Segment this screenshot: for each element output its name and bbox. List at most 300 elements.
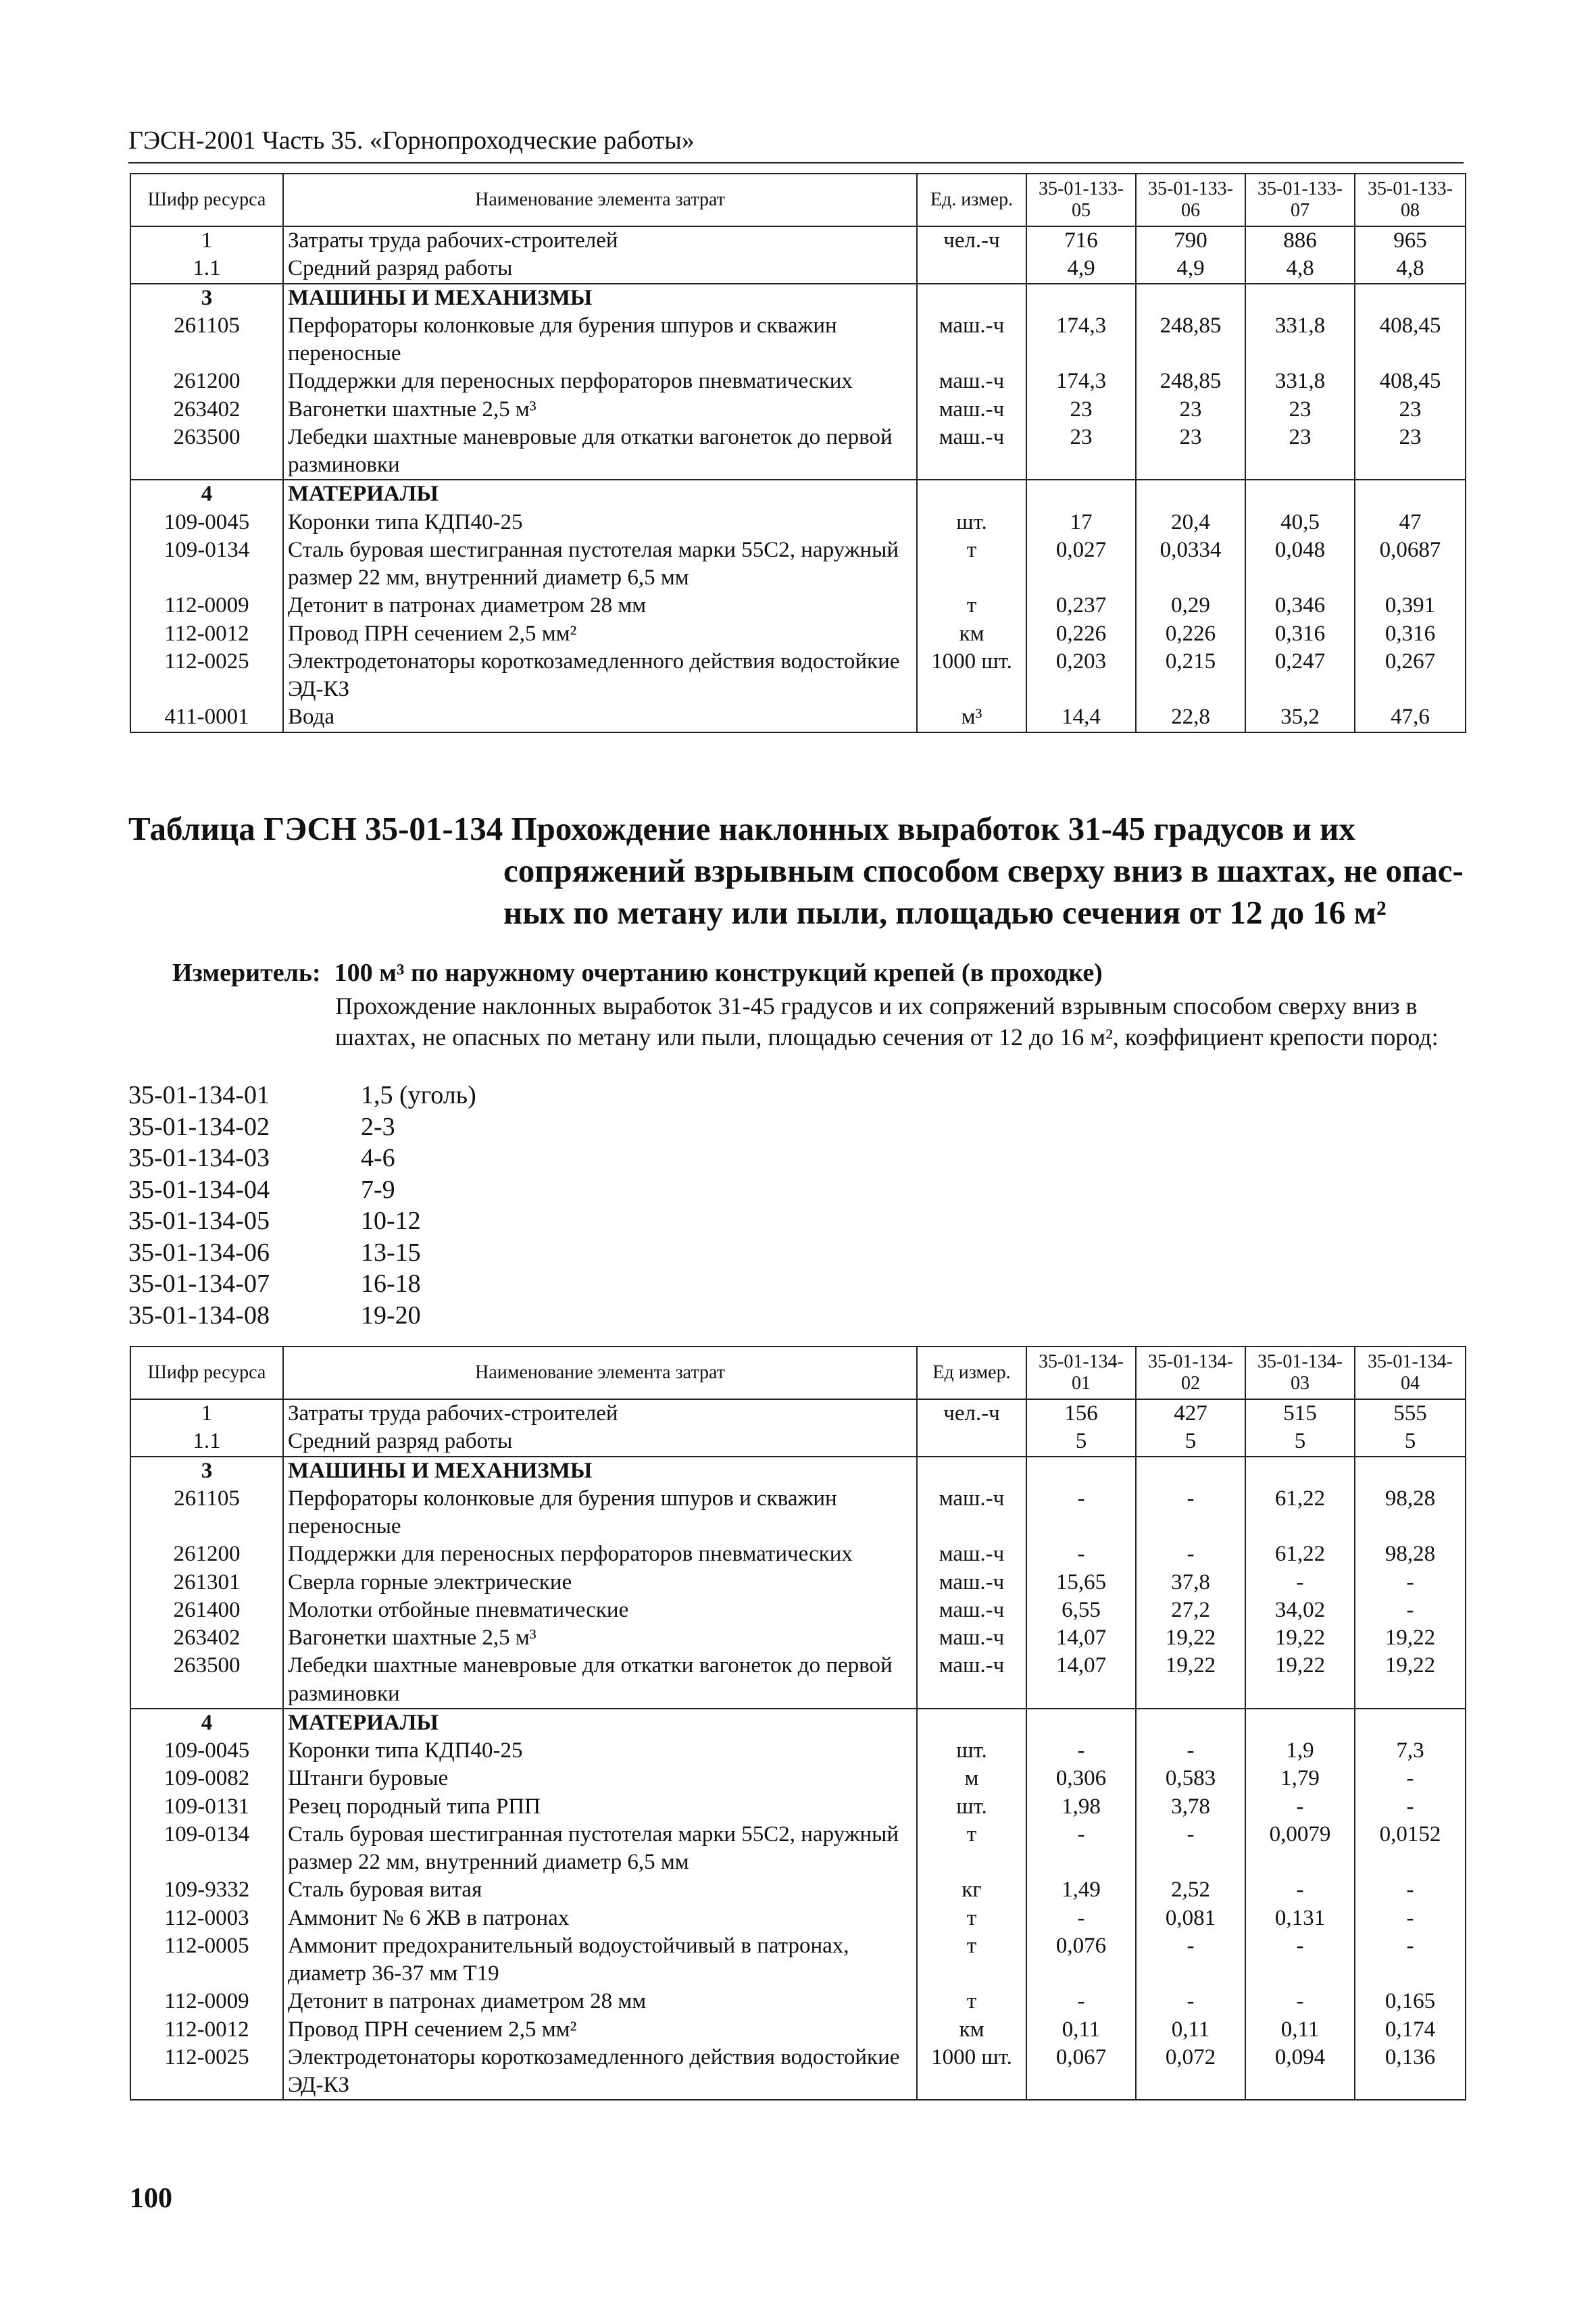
unit-cell: маш.-ч (917, 1596, 1026, 1624)
unit-cell: чел.-ч (917, 226, 1026, 255)
unit-cell: т (917, 1988, 1026, 2015)
unit-cell: маш.-ч (917, 1485, 1026, 1541)
col-header-name: Наименование элемента затрат (283, 1347, 917, 1399)
norm-code: 35-01-134-07 (128, 1269, 270, 1298)
resource-name: Вагонетки шахтные 2,5 м³ (283, 1624, 917, 1652)
value-cell: 23 (1026, 396, 1136, 424)
section-row (130, 284, 1466, 312)
unit-cell: маш.-ч (917, 424, 1026, 480)
value-cell: 0,391 (1355, 592, 1466, 620)
value-cell: 4,8 (1245, 255, 1355, 283)
value-cell: 0,11 (1136, 2016, 1245, 2044)
value-cell: 47,6 (1355, 703, 1466, 732)
value-cell: - (1355, 1876, 1466, 1904)
norm-code-row (128, 1300, 476, 1332)
value-cell: 515 (1245, 1399, 1355, 1428)
header-divider (128, 162, 1464, 164)
value-cell: 23 (1026, 424, 1136, 480)
resource-row (130, 1765, 1466, 1792)
col-header-norm: 35-01-134-02 (1136, 1347, 1245, 1399)
resource-code: 112-0025 (130, 648, 283, 704)
unit-cell: т (917, 536, 1026, 593)
resource-table-1 (130, 173, 1466, 733)
unit-cell: чел.-ч (917, 1399, 1026, 1428)
unit-cell: шт. (917, 1793, 1026, 1821)
unit-cell: шт. (917, 1737, 1026, 1765)
resource-code: 4 (130, 1709, 283, 1737)
value-cell: 1,9 (1245, 1737, 1355, 1765)
col-header-unit: Ед измер. (917, 1347, 1026, 1399)
resource-name: Поддержки для переносных перфораторов пневматических (283, 1540, 917, 1568)
norm-codes-list (128, 1080, 476, 1331)
value-cell: 40,5 (1245, 509, 1355, 536)
value-cell: - (1026, 1905, 1136, 1932)
norm-code: 35-01-134-01 (128, 1081, 270, 1109)
norm-code-value: 16-18 (361, 1269, 421, 1298)
value-cell: 0,316 (1245, 620, 1355, 648)
value-cell: 1,49 (1026, 1876, 1136, 1904)
unit-cell: маш.-ч (917, 396, 1026, 424)
value-cell (1355, 480, 1466, 508)
norm-code: 35-01-134-03 (128, 1144, 270, 1172)
section-title: МАШИНЫ И МЕХАНИЗМЫ (283, 284, 917, 312)
norm-code-row (128, 1080, 476, 1111)
value-cell: 34,02 (1245, 1596, 1355, 1624)
resource-code: 112-0009 (130, 1988, 283, 2015)
resource-code: 1 (130, 226, 283, 255)
value-cell: 14,07 (1026, 1624, 1136, 1652)
unit-cell: т (917, 1932, 1026, 1988)
resource-code: 112-0009 (130, 592, 283, 620)
resource-row (130, 2044, 1466, 2101)
resource-row (130, 368, 1466, 395)
resource-code: 112-0012 (130, 2016, 283, 2044)
resource-name: Средний разряд работы (283, 255, 917, 283)
resource-code: 261105 (130, 1485, 283, 1541)
value-cell: 331,8 (1245, 368, 1355, 395)
section-row (130, 480, 1466, 508)
value-cell: 0,346 (1245, 592, 1355, 620)
value-cell: 790 (1136, 226, 1245, 255)
resource-row (130, 1428, 1466, 1456)
value-cell: 331,8 (1245, 312, 1355, 368)
unit-cell (917, 255, 1026, 283)
value-cell (1355, 1709, 1466, 1737)
unit-cell: т (917, 1821, 1026, 1877)
value-cell (1026, 1457, 1136, 1485)
resource-code: 109-0082 (130, 1765, 283, 1792)
resource-row (130, 1988, 1466, 2015)
value-cell: 0,131 (1245, 1905, 1355, 1932)
resource-code: 112-0005 (130, 1932, 283, 1988)
value-cell: 0,067 (1026, 2044, 1136, 2101)
meter-description: Прохождение наклонных выработок 31-45 градусов и их сопряжений взрывным способом сверху вниз в шахтах, не опасных по метану или пыли, площадью сечения от 12 до 16 м², коэффициент крепости пород: (335, 992, 1439, 1051)
resource-name: Вагонетки шахтные 2,5 м³ (283, 396, 917, 424)
value-cell: 0,306 (1026, 1765, 1136, 1792)
resource-code: 109-0045 (130, 509, 283, 536)
resource-code: 263500 (130, 424, 283, 480)
value-cell (1136, 480, 1245, 508)
norm-code-value: 10-12 (361, 1207, 421, 1235)
value-cell: 14,07 (1026, 1652, 1136, 1709)
value-cell: 555 (1355, 1399, 1466, 1428)
resource-code: 261301 (130, 1569, 283, 1596)
value-cell: 19,22 (1355, 1652, 1466, 1709)
unit-cell: 1000 шт. (917, 2044, 1026, 2101)
value-cell: 19,22 (1136, 1652, 1245, 1709)
resource-code: 109-0131 (130, 1793, 283, 1821)
value-cell: 98,28 (1355, 1485, 1466, 1541)
norm-code-value: 2-3 (361, 1112, 395, 1141)
norm-code-value: 19-20 (361, 1301, 421, 1330)
value-cell: - (1136, 1737, 1245, 1765)
value-cell: 174,3 (1026, 312, 1136, 368)
norm-code-row (128, 1237, 476, 1269)
value-cell: 0,076 (1026, 1932, 1136, 1988)
section-title: МАТЕРИАЛЫ (283, 480, 917, 508)
value-cell: 5 (1245, 1428, 1355, 1456)
value-cell: - (1355, 1905, 1466, 1932)
value-cell: 23 (1245, 396, 1355, 424)
norm-code-value: 4-6 (361, 1144, 395, 1172)
resource-row (130, 509, 1466, 536)
resource-name: Перфораторы колонковые для бурения шпуров и скважин переносные (283, 1485, 917, 1541)
value-cell: - (1136, 1988, 1245, 2015)
resource-name: Провод ПРН сечением 2,5 мм² (283, 620, 917, 648)
norm-code-row (128, 1174, 476, 1206)
resource-row (130, 2016, 1466, 2044)
value-cell: 248,85 (1136, 312, 1245, 368)
value-cell: - (1355, 1569, 1466, 1596)
resource-row (130, 1793, 1466, 1821)
value-cell: 0,0079 (1245, 1821, 1355, 1877)
value-cell (1136, 284, 1245, 312)
resource-code: 1.1 (130, 255, 283, 283)
value-cell: 98,28 (1355, 1540, 1466, 1568)
resource-name: Сталь буровая витая (283, 1876, 917, 1904)
resource-code: 112-0012 (130, 620, 283, 648)
value-cell: 0,226 (1026, 620, 1136, 648)
value-cell: 0,174 (1355, 2016, 1466, 2044)
col-header-code: Шифр ресурса (130, 1347, 283, 1399)
resource-name: Штанги буровые (283, 1765, 917, 1792)
value-cell: 23 (1136, 396, 1245, 424)
unit-cell: шт. (917, 509, 1026, 536)
value-cell: 7,3 (1355, 1737, 1466, 1765)
value-cell: - (1355, 1765, 1466, 1792)
value-cell: 61,22 (1245, 1540, 1355, 1568)
norm-code: 35-01-134-04 (128, 1175, 270, 1204)
norm-code-row (128, 1142, 476, 1174)
value-cell: 0,237 (1026, 592, 1136, 620)
value-cell: 0,203 (1026, 648, 1136, 704)
value-cell: 5 (1026, 1428, 1136, 1456)
resource-row (130, 1624, 1466, 1652)
resource-name: Поддержки для переносных перфораторов пневматических (283, 368, 917, 395)
value-cell: - (1245, 1793, 1355, 1821)
value-cell: - (1245, 1932, 1355, 1988)
section-row (130, 1709, 1466, 1737)
value-cell (1355, 1457, 1466, 1485)
value-cell: 4,8 (1355, 255, 1466, 283)
norm-code-row (128, 1268, 476, 1300)
unit-cell: км (917, 620, 1026, 648)
section-title: МАШИНЫ И МЕХАНИЗМЫ (283, 1457, 917, 1485)
resource-row (130, 620, 1466, 648)
value-cell: 886 (1245, 226, 1355, 255)
resource-row (130, 312, 1466, 368)
value-cell: - (1026, 1988, 1136, 2015)
value-cell: 5 (1136, 1428, 1245, 1456)
unit-cell (917, 480, 1026, 508)
col-header-norm: 35-01-133-05 (1026, 174, 1136, 226)
value-cell: 0,316 (1355, 620, 1466, 648)
resource-name: Коронки типа КДП40-25 (283, 1737, 917, 1765)
resource-code: 3 (130, 1457, 283, 1485)
value-cell: 23 (1245, 424, 1355, 480)
resource-name: Сверла горные электрические (283, 1569, 917, 1596)
unit-cell: маш.-ч (917, 1569, 1026, 1596)
resource-row (130, 1932, 1466, 1988)
resource-name: Средний разряд работы (283, 1428, 917, 1456)
value-cell: - (1136, 1932, 1245, 1988)
resource-row (130, 1821, 1466, 1877)
section-row (130, 1457, 1466, 1485)
unit-cell: кг (917, 1876, 1026, 1904)
resource-code: 263402 (130, 396, 283, 424)
unit-cell: маш.-ч (917, 312, 1026, 368)
norm-code-value: 1,5 (уголь) (361, 1081, 476, 1109)
value-cell (1245, 1457, 1355, 1485)
value-cell: - (1245, 1569, 1355, 1596)
value-cell: - (1355, 1932, 1466, 1988)
unit-cell: м³ (917, 703, 1026, 732)
value-cell (1245, 1709, 1355, 1737)
resource-row (130, 255, 1466, 283)
value-cell: 23 (1355, 396, 1466, 424)
value-cell: 0,072 (1136, 2044, 1245, 2101)
col-header-norm: 35-01-134-01 (1026, 1347, 1136, 1399)
value-cell (1136, 1709, 1245, 1737)
value-cell: 0,136 (1355, 2044, 1466, 2101)
resource-code: 1 (130, 1399, 283, 1428)
table-title-line-3: ных по метану или пыли, площадью сечения от 12 до 16 м² (503, 894, 1387, 931)
value-cell: 0,11 (1026, 2016, 1136, 2044)
value-cell: 0,0152 (1355, 1821, 1466, 1877)
meter-line (172, 958, 1103, 988)
value-cell: 0,11 (1245, 2016, 1355, 2044)
resource-code: 261400 (130, 1596, 283, 1624)
value-cell: 27,2 (1136, 1596, 1245, 1624)
value-cell: 0,0687 (1355, 536, 1466, 593)
resource-row (130, 1905, 1466, 1932)
value-cell: 0,027 (1026, 536, 1136, 593)
norm-code-row (128, 1111, 476, 1143)
resource-name: Лебедки шахтные маневровые для откатки вагонеток до первой разминовки (283, 424, 917, 480)
resource-code: 263402 (130, 1624, 283, 1652)
resource-code: 1.1 (130, 1428, 283, 1456)
unit-cell: т (917, 1905, 1026, 1932)
col-header-norm: 35-01-133-07 (1245, 174, 1355, 226)
value-cell: 0,081 (1136, 1905, 1245, 1932)
value-cell: 5 (1355, 1428, 1466, 1456)
col-header-unit: Ед. измер. (917, 174, 1026, 226)
resource-row (130, 648, 1466, 704)
resource-name: Детонит в патронах диаметром 28 мм (283, 1988, 917, 2015)
value-cell: 156 (1026, 1399, 1136, 1428)
norm-code: 35-01-134-05 (128, 1207, 270, 1235)
resource-code: 109-0045 (130, 1737, 283, 1765)
value-cell: 408,45 (1355, 368, 1466, 395)
value-cell: 248,85 (1136, 368, 1245, 395)
resource-code: 263500 (130, 1652, 283, 1709)
unit-cell: 1000 шт. (917, 648, 1026, 704)
value-cell: 1,79 (1245, 1765, 1355, 1792)
resource-code: 261200 (130, 1540, 283, 1568)
value-cell (1026, 1709, 1136, 1737)
resource-table-2 (130, 1346, 1466, 2101)
resource-name: Электродетонаторы короткозамедленного действия водостойкие ЭД-КЗ (283, 2044, 917, 2101)
value-cell: - (1245, 1988, 1355, 2015)
unit-cell: маш.-ч (917, 1652, 1026, 1709)
col-header-norm: 35-01-134-03 (1245, 1347, 1355, 1399)
unit-cell: маш.-ч (917, 1624, 1026, 1652)
col-header-norm: 35-01-133-06 (1136, 174, 1245, 226)
resource-name: Сталь буровая шестигранная пустотелая марки 55С2, наружный размер 22 мм, внутренний диаметр 6,5 мм (283, 1821, 917, 1877)
table-title-line-2: сопряжений взрывным способом сверху вниз в шахтах, не опас- (503, 852, 1464, 889)
value-cell: - (1136, 1821, 1245, 1877)
resource-row (130, 1596, 1466, 1624)
resource-code: 109-0134 (130, 1821, 283, 1877)
page-header: ГЭСН-2001 Часть 35. «Горнопроходческие работы» (128, 126, 695, 155)
value-cell: - (1355, 1793, 1466, 1821)
resource-name: Аммонит предохранительный водоустойчивый в патронах, диаметр 36-37 мм Т19 (283, 1932, 917, 1988)
value-cell: - (1026, 1821, 1136, 1877)
resource-code: 411-0001 (130, 703, 283, 732)
value-cell: 0,29 (1136, 592, 1245, 620)
resource-name: Электродетонаторы короткозамедленного действия водостойкие ЭД-КЗ (283, 648, 917, 704)
resource-name: Резец породный типа РПП (283, 1793, 917, 1821)
resource-code: 3 (130, 284, 283, 312)
value-cell: - (1136, 1540, 1245, 1568)
unit-cell (917, 1709, 1026, 1737)
resource-name: Детонит в патронах диаметром 28 мм (283, 592, 917, 620)
value-cell: 14,4 (1026, 703, 1136, 732)
value-cell (1026, 480, 1136, 508)
value-cell: 6,55 (1026, 1596, 1136, 1624)
value-cell: 174,3 (1026, 368, 1136, 395)
unit-cell: т (917, 592, 1026, 620)
value-cell: - (1245, 1876, 1355, 1904)
page-number: 100 (130, 2183, 172, 2214)
unit-cell: км (917, 2016, 1026, 2044)
value-cell: 0,094 (1245, 2044, 1355, 2101)
unit-cell (917, 1428, 1026, 1456)
resource-name: Вода (283, 703, 917, 732)
meter-label: Измеритель: (172, 959, 321, 987)
value-cell: - (1026, 1540, 1136, 1568)
value-cell: 19,22 (1245, 1624, 1355, 1652)
resource-code: 112-0003 (130, 1905, 283, 1932)
unit-cell (917, 284, 1026, 312)
resource-name: Лебедки шахтные маневровые для откатки вагонеток до первой разминовки (283, 1652, 917, 1709)
value-cell (1136, 1457, 1245, 1485)
col-header-norm: 35-01-133-08 (1355, 174, 1466, 226)
unit-cell: маш.-ч (917, 1540, 1026, 1568)
value-cell: 35,2 (1245, 703, 1355, 732)
resource-code: 112-0025 (130, 2044, 283, 2101)
value-cell (1026, 284, 1136, 312)
resource-row (130, 592, 1466, 620)
value-cell: 19,22 (1355, 1624, 1466, 1652)
resource-row (130, 1876, 1466, 1904)
value-cell: 22,8 (1136, 703, 1245, 732)
resource-name: Затраты труда рабочих-строителей (283, 226, 917, 255)
value-cell: 0,215 (1136, 648, 1245, 704)
col-header-norm: 35-01-134-04 (1355, 1347, 1466, 1399)
value-cell (1245, 284, 1355, 312)
norm-code: 35-01-134-02 (128, 1112, 270, 1141)
value-cell: 15,65 (1026, 1569, 1136, 1596)
value-cell: 61,22 (1245, 1485, 1355, 1541)
value-cell: 0,165 (1355, 1988, 1466, 2015)
value-cell: 37,8 (1136, 1569, 1245, 1596)
unit-cell: м (917, 1765, 1026, 1792)
value-cell: - (1026, 1737, 1136, 1765)
value-cell: - (1136, 1485, 1245, 1541)
resource-code: 261105 (130, 312, 283, 368)
value-cell (1355, 284, 1466, 312)
resource-code: 109-9332 (130, 1876, 283, 1904)
resource-code: 4 (130, 480, 283, 508)
value-cell: 0,583 (1136, 1765, 1245, 1792)
resource-name: Сталь буровая шестигранная пустотелая марки 55С2, наружный размер 22 мм, внутренний диаметр 6,5 мм (283, 536, 917, 593)
meter-value: 100 м³ по наружному очертанию конструкций крепей (в проходке) (334, 959, 1103, 987)
resource-row (130, 1737, 1466, 1765)
resource-code: 109-0134 (130, 536, 283, 593)
value-cell: - (1026, 1485, 1136, 1541)
norm-code: 35-01-134-08 (128, 1301, 270, 1330)
value-cell: 20,4 (1136, 509, 1245, 536)
resource-row (130, 1652, 1466, 1709)
value-cell: - (1355, 1596, 1466, 1624)
resource-name: Коронки типа КДП40-25 (283, 509, 917, 536)
value-cell: 427 (1136, 1399, 1245, 1428)
unit-cell (917, 1457, 1026, 1485)
norm-code-row (128, 1205, 476, 1237)
norm-code-value: 7-9 (361, 1175, 395, 1204)
value-cell: 0,226 (1136, 620, 1245, 648)
value-cell: 965 (1355, 226, 1466, 255)
resource-row (130, 536, 1466, 593)
norm-code: 35-01-134-06 (128, 1238, 270, 1267)
value-cell: 408,45 (1355, 312, 1466, 368)
value-cell: 19,22 (1136, 1624, 1245, 1652)
value-cell: 3,78 (1136, 1793, 1245, 1821)
resource-name: Перфораторы колонковые для бурения шпуров и скважин переносные (283, 312, 917, 368)
value-cell (1245, 480, 1355, 508)
value-cell: 2,52 (1136, 1876, 1245, 1904)
value-cell: 0,0334 (1136, 536, 1245, 593)
unit-cell: маш.-ч (917, 368, 1026, 395)
section-title: МАТЕРИАЛЫ (283, 1709, 917, 1737)
value-cell: 19,22 (1245, 1652, 1355, 1709)
resource-name: Провод ПРН сечением 2,5 мм² (283, 2016, 917, 2044)
value-cell: 17 (1026, 509, 1136, 536)
norm-code-value: 13-15 (361, 1238, 421, 1267)
resource-name: Молотки отбойные пневматические (283, 1596, 917, 1624)
value-cell: 0,048 (1245, 536, 1355, 593)
